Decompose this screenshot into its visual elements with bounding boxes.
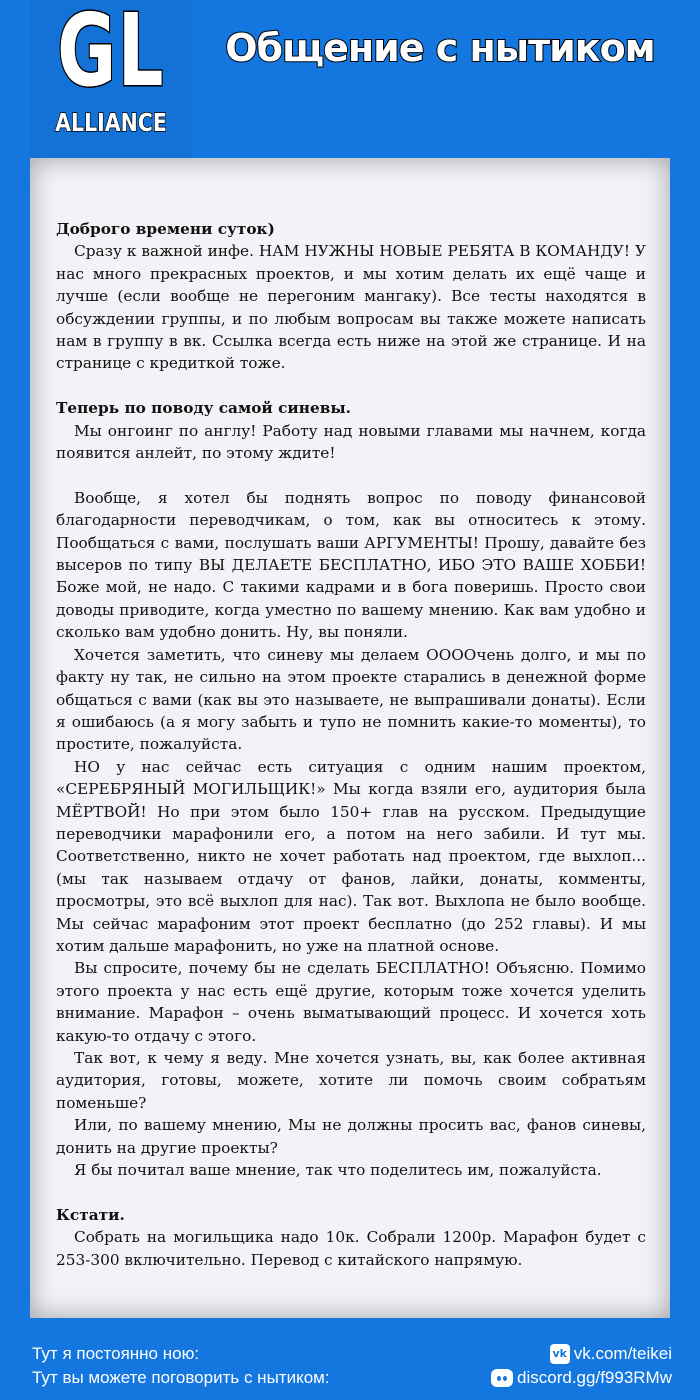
paragraph-finance: Вообще, я хотел бы поднять вопрос по поводу финансовой благодарности переводчикам, о том, как вы относитесь к этому. Пообщаться с вами, послушать ваши АРГУМЕНТЫ! Прошу, давайте без высеров по типу ВЫ ДЕЛАЕТЕ БЕСПЛАТНО, ИБО ЭТО ВАШЕ ХОББИ! Боже мой, не надо. С такими кадрами и в бога поверишь. Просто свои доводы приводите, когда уместно по вашему мнению. Как вам удобно и сколько вам удобно донить. Ну, вы поняли. bbox=[56, 488, 646, 642]
footer-label-discord: Тут вы можете поговорить с нытиком: bbox=[32, 1368, 330, 1387]
footer bbox=[32, 1342, 672, 1390]
logo-alliance-text: ALLIANCE bbox=[55, 108, 167, 137]
paragraph-question: Так вот, к чему я веду. Мне хочется узнать, вы, как более активная аудитория, готовы, можете, хотите ли помочь своим собратьям поменьше? bbox=[56, 1049, 646, 1112]
announcement-text bbox=[56, 218, 646, 1271]
paragraph-opinion: Я бы почитал ваше мнение, так что поделитесь им, пожалуйста. bbox=[74, 1161, 602, 1180]
paragraph-ongoing: Мы онгоинг по англу! Работу над новыми главами мы начнем, когда появится анлейт, по этому ждите! bbox=[56, 421, 646, 463]
logo-gl-text: GL bbox=[57, 0, 165, 109]
section-heading-btw: Кстати. bbox=[56, 1205, 125, 1224]
gl-alliance-logo bbox=[30, 0, 192, 158]
paragraph-why-paid: Вы спросите, почему бы не сделать БЕСПЛАТНО! Объясню. Помимо этого проекта у нас есть ещё другие, которым тоже хочется уделить внимание. Марафон – очень выматывающий процесс. И хочется хоть какую-то отдачу с этого. bbox=[56, 959, 646, 1045]
paragraph-gravedigger: НО у нас сейчас есть ситуация с одним нашим проектом, «СЕРЕБРЯНЫЙ МОГИЛЬЩИК!» Мы когда взяли его, аудитория была МЁРТВОЙ! Но при этом было 150+ глав на русском. Предыдущие переводчики марафонили его, а потом на него забили. И тут мы. Соответственно, никто не хочет работать над проектом, где выхлоп... (мы так называем отдачу от фанов, лайки, донаты, комменты, просмотры, это всё выхлоп для нас). Так вот. Выхлопа не было вообще. Мы сейчас марафоним этот проект бесплатно (до 252 главы). И мы хотим дальше марафонить, но уже на платной основе. bbox=[56, 757, 646, 955]
vk-icon: vk bbox=[550, 1344, 570, 1364]
paragraph-slow: Хочется заметить, что синеву мы делаем ООООчень долго, и мы по факту ну так, не сильно на этом проекте старались в денежной форме общаться с вами (как вы это называете, не выпрашивали донаты). Если я ошибаюсь (а я могу забыть и тупо не помнить какие-то моменты), то простите, пожалуйста. bbox=[56, 645, 646, 754]
paragraph-goal: Собрать на могильщика надо 10к. Собрали 1200р. Марафон будет с 253-300 включительно. Перевод с китайского напрямую. bbox=[56, 1228, 646, 1269]
footer-label-vk: Тут я постоянно ною: bbox=[32, 1344, 200, 1363]
greeting: Доброго времени суток) bbox=[56, 220, 275, 238]
vk-link[interactable]: vk.com/teikei bbox=[573, 1344, 672, 1363]
page-title: Общение с нытиком bbox=[225, 26, 655, 70]
paragraph-recruiting: Сразу к важной инфе. НАМ НУЖНЫ НОВЫЕ РЕБЯТА В КОМАНДУ! У нас много прекрасных проектов, и мы хотим делать их ещё чаще и лучше (если вообще не перегоним мангаку). Все тесты находятся в обсуждении группы, и по любым вопросам вы также можете написать нам в группу в вк. Ссылка всегда есть ниже на этой же странице. И на странице с кредиткой тоже. bbox=[56, 242, 646, 373]
paragraph-or: Или, по вашему мнению, Мы не должны просить вас, фанов синевы, донить на другие проекты? bbox=[56, 1116, 646, 1157]
discord-link[interactable]: discord.gg/f993RMw bbox=[517, 1368, 672, 1387]
section-heading-blue: Теперь по поводу самой синевы. bbox=[56, 399, 351, 418]
discord-icon bbox=[491, 1369, 513, 1387]
